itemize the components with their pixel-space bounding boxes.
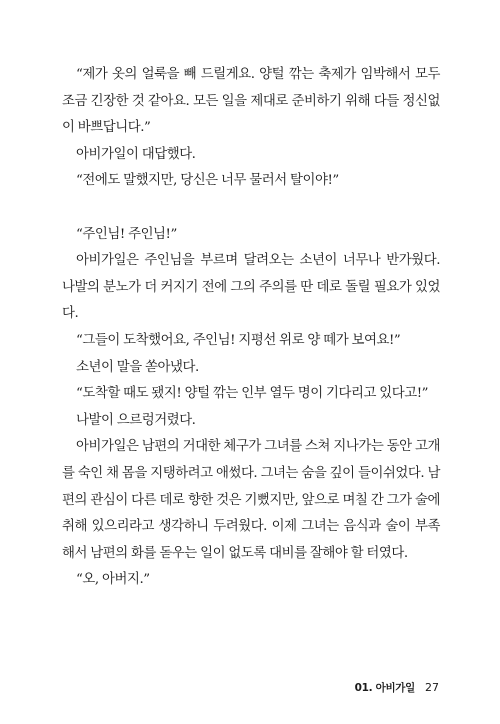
page-footer [355, 680, 439, 695]
chapter-title: 01. 아비가일 [354, 682, 415, 694]
paragraph: “제가 옷의 얼룩을 빼 드릴게요. 양털 깎는 축제가 임박해서 모두 조금 긴장한 것 같아요. 모든 일을 제대로 준비하기 위해 다들 정신없이 바쁘답니다.” [62, 67, 440, 136]
paragraph: “도착할 때도 됐지! 양털 깎는 인부 열두 명이 기다리고 있다고!” [76, 386, 429, 402]
paragraph: “그들이 도착했어요, 주인님! 지평선 위로 양 떼가 보여요!” [76, 332, 401, 348]
section-break [62, 195, 440, 222]
paragraph: 아비가일이 대답했다. [76, 146, 196, 162]
paragraph: 아비가일은 남편의 거대한 체구가 그녀를 스쳐 지나가는 동안 고개를 숙인 채 몸을 지탱하려고 애썼다. 그녀는 숨을 깊이 들이쉬었다. 남편의 관심이 다른 데로 향한 것은 기뻤지만, 앞으로 며칠 간 그가 술에 취해 있으리라고 생각하니 두려웠다. 이제 그녀는 음식과 술이 부족해서 남편의 화를 돋우는 일이 없도록 대비를 잘해야 할 터였다. [62, 439, 440, 561]
body-text [62, 62, 440, 594]
page-number: 27 [425, 681, 439, 694]
paragraph: “주인님! 주인님!” [76, 226, 177, 242]
paragraph: 소년이 말을 쏟아냈다. [76, 359, 199, 375]
paragraph: “전에도 말했지만, 당신은 너무 물러서 탈이야!” [76, 173, 339, 189]
paragraph: 나발이 으르렁거렸다. [76, 412, 196, 428]
paragraph: 아비가일은 주인님을 부르며 달려오는 소년이 너무나 반가웠다. 나발의 분노가 더 커지기 전에 그의 주의를 딴 데로 돌릴 필요가 있었다. [62, 253, 440, 322]
paragraph: “오, 아버지.” [76, 572, 150, 588]
